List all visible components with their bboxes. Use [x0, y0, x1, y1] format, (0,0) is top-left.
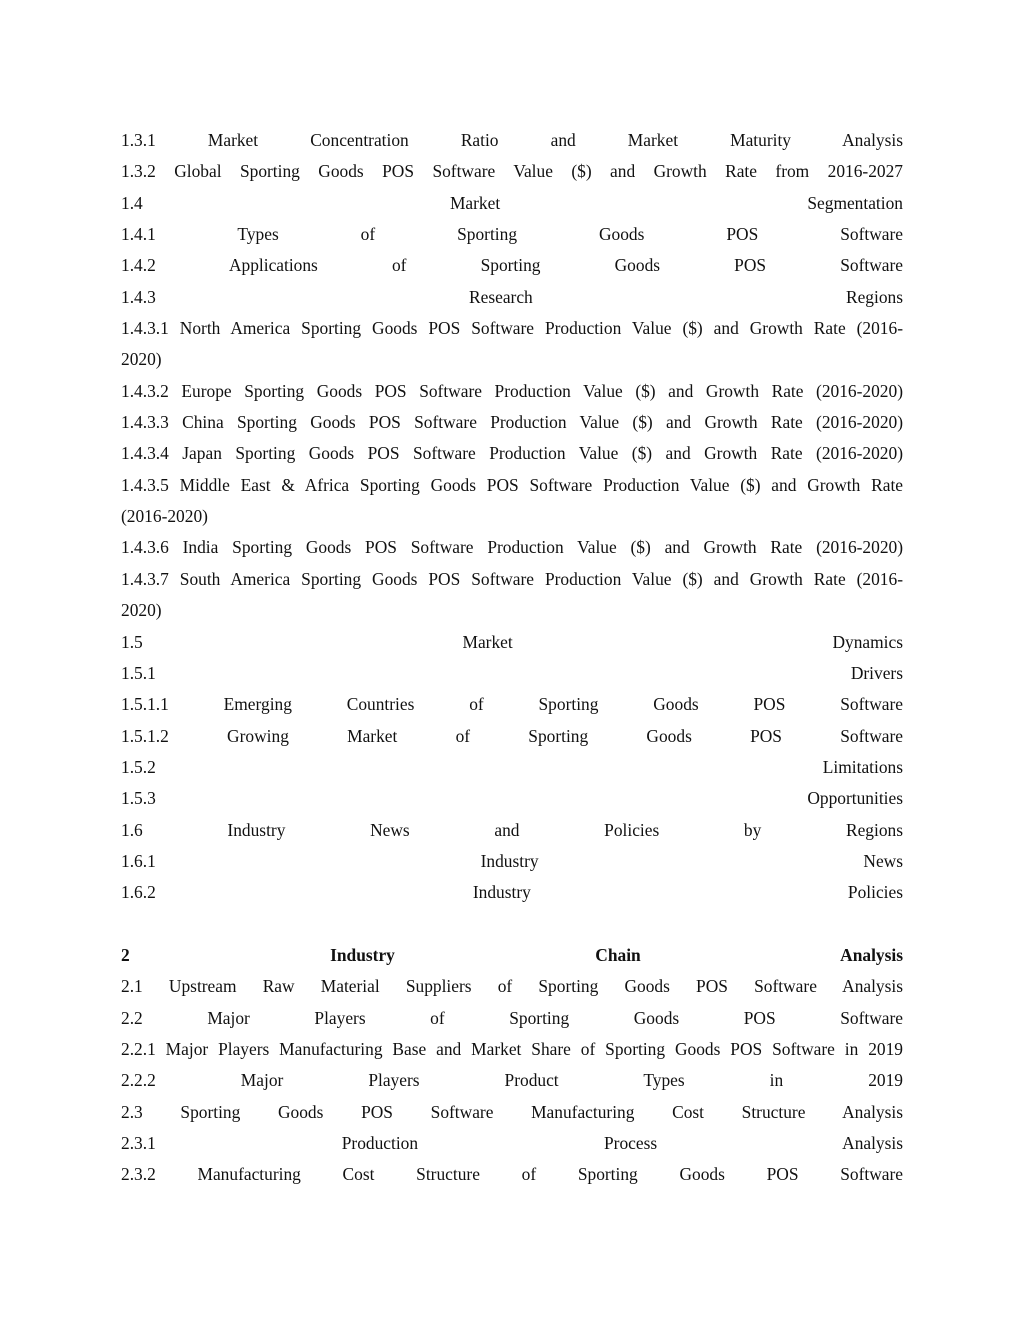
toc-entry-line: 2020): [121, 600, 162, 621]
toc-entry-1-6: 1.6 Industry News and Policies by Regions: [121, 819, 903, 840]
toc-entry-2-3-1: 2.3.1 Production Process Analysis: [121, 1133, 903, 1153]
toc-entry-1-4-3-1: [121, 313, 903, 376]
toc-entry-1-4-3-3: 1.4.3.3 China Sporting Goods POS Software Production Value ($) and Growth Rate (2016-2020): [121, 412, 903, 433]
toc-entry-1-4-1: 1.4.1 Types of Sporting Goods POS Software: [121, 224, 903, 245]
toc-entry-2-3-2: 2.3.2 Manufacturing Cost Structure of Sporting Goods POS Software: [121, 1164, 903, 1185]
toc-entry-1-4-3-5: [121, 470, 903, 533]
toc-entry-1-5-1: 1.5.1 Drivers: [121, 662, 903, 683]
toc-entry-2-2-2: 2.2.2 Major Players Product Types in 2019: [121, 1070, 903, 1091]
toc-chapter-2: 2 Industry Chain Analysis: [121, 944, 903, 965]
toc-entry-2-1: 2.1 Upstream Raw Material Suppliers of Sporting Goods POS Software Analysis: [121, 976, 903, 997]
toc-entry-1-4-3: 1.4.3 Research Regions: [121, 286, 903, 307]
toc-entry-2-3: 2.3 Sporting Goods POS Software Manufacturing Cost Structure Analysis: [121, 1101, 903, 1122]
toc-entry-1-6-1: 1.6.1 Industry News: [121, 850, 903, 871]
toc-entry-1-4-3-7: [121, 564, 903, 627]
toc-entry-2-2-1: 2.2.1 Major Players Manufacturing Base and Market Share of Sporting Goods POS Software in 2019: [121, 1038, 903, 1059]
section-gap: [121, 909, 903, 940]
toc-entry-line: 2020): [121, 349, 162, 370]
toc-entry-1-5-1-1: 1.5.1.1 Emerging Countries of Sporting Goods POS Software: [121, 694, 903, 715]
toc-entry-1-4-3-6: 1.4.3.6 India Sporting Goods POS Software Production Value ($) and Growth Rate (2016-2020): [121, 537, 903, 558]
toc-entry-1-5-2: 1.5.2 Limitations: [121, 756, 903, 777]
toc-entry-line: 1.4.3.1 North America Sporting Goods POS Software Production Value ($) and Growth Rate (2016-: [121, 318, 903, 339]
toc-entry-line: (2016-2020): [121, 506, 208, 527]
toc-entry-1-5-1-2: 1.5.1.2 Growing Market of Sporting Goods POS Software: [121, 725, 903, 746]
toc-entry-2-2: 2.2 Major Players of Sporting Goods POS Software: [121, 1007, 903, 1028]
toc-entry-line: 1.4.3.5 Middle East & Africa Sporting Goods POS Software Production Value ($) and Growth Rate: [121, 474, 903, 495]
toc-entry-1-4-2: 1.4.2 Applications of Sporting Goods POS Software: [121, 255, 903, 276]
toc-entry-1-6-2: 1.6.2 Industry Policies: [121, 882, 903, 903]
toc-entry-1-4: 1.4 Market Segmentation: [121, 192, 903, 213]
toc-entry-1-5: 1.5 Market Dynamics: [121, 631, 903, 652]
toc-entry-1-4-3-2: 1.4.3.2 Europe Sporting Goods POS Software Production Value ($) and Growth Rate (2016-2020): [121, 380, 903, 401]
toc-entry-line: 1.4.3.7 South America Sporting Goods POS Software Production Value ($) and Growth Rate (2016-: [121, 568, 903, 589]
toc-entry-1-4-3-4: 1.4.3.4 Japan Sporting Goods POS Software Production Value ($) and Growth Rate (2016-2020): [121, 443, 903, 464]
toc-entry-1-3-2: 1.3.2 Global Sporting Goods POS Software Value ($) and Growth Rate from 2016-2027: [121, 161, 903, 182]
toc-entry-1-3-1: 1.3.1 Market Concentration Ratio and Market Maturity Analysis: [121, 130, 903, 150]
toc-entry-1-5-3: 1.5.3 Opportunities: [121, 788, 903, 809]
document-page: [121, 125, 903, 1191]
